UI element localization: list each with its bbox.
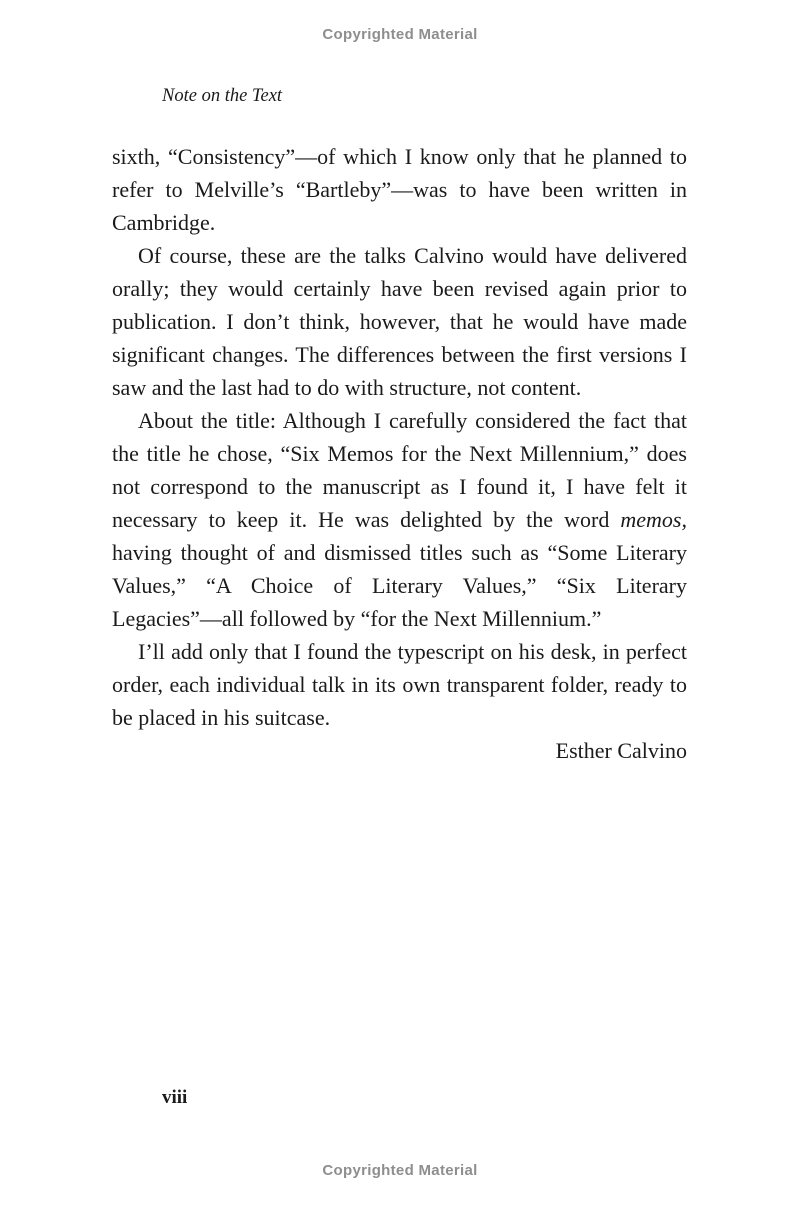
- running-head: Note on the Text: [162, 86, 283, 106]
- author-signature: Esther Calvino: [555, 738, 687, 763]
- paragraph-delivery: Of course, these are the talks Calvino would have delivered orally; they would certainly have been revised again prior to publication. I don’t think, however, that he would have made significant changes. The differences between the first versions I saw and the last had to do with structure, not content.: [112, 243, 687, 400]
- body-text: [112, 140, 687, 767]
- italic-word-memos: memos,: [620, 507, 687, 532]
- paragraph-title: [112, 404, 687, 635]
- paragraph-title-after: having thought of and dismissed titles such as “Some Literary Values,” “A Choice of Literary Values,” “Six Literary Legacies”—all followed by “for the Next Millennium.”: [112, 540, 687, 631]
- copyright-watermark-bottom: Copyrighted Material: [322, 1162, 478, 1179]
- page-number: viii: [162, 1087, 188, 1108]
- paragraph-typescript: I’ll add only that I found the typescript on his desk, in perfect order, each individual talk in its own transparent folder, ready to be placed in his suitcase.: [112, 639, 687, 730]
- paragraph-continuation: sixth, “Consistency”—of which I know only that he planned to refer to Melville’s “Bartleby”—was to have been written in Cambridge.: [112, 144, 687, 235]
- paragraph-title-before: About the title: Although I carefully considered the fact that the title he chose, “Six Memos for the Next Millennium,” does not correspond to the manuscript as I found it, I have felt it necessary to keep it. He was delighted by the word: [112, 408, 687, 532]
- copyright-watermark-top: Copyrighted Material: [322, 26, 478, 43]
